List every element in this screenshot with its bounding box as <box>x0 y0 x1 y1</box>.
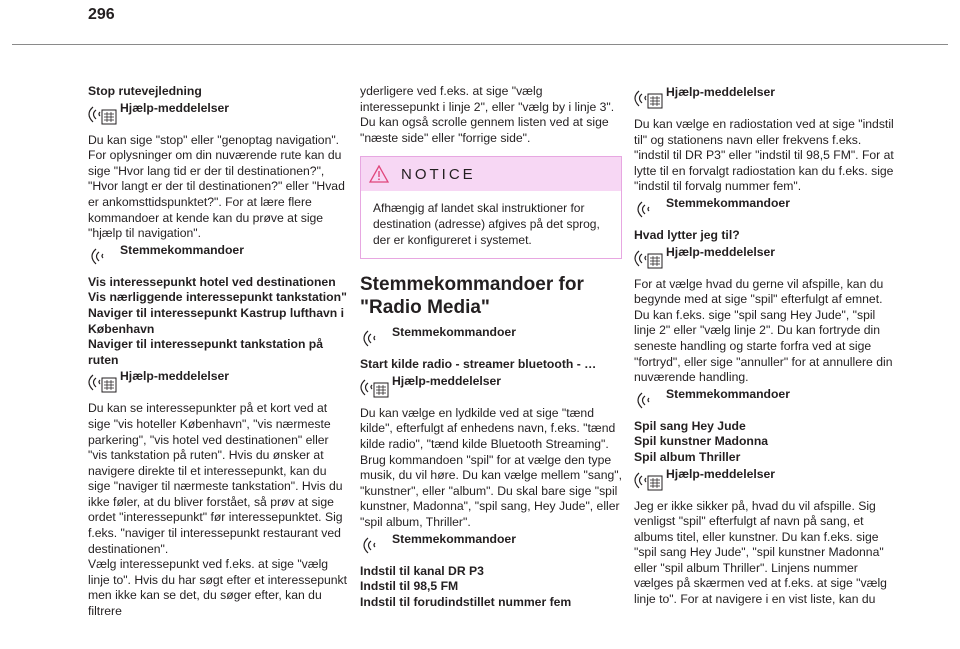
command-line: Indstil til 98,5 FM <box>360 579 459 594</box>
paragraph: Du kan vælge en lydkilde ved at sige "tænd kilde", efterfulgt af enhedens navn, f.eks. "tænd kilde radio", "tænd kilde Bluetooth Streaming". Brug kommandoen "spil" for at vælge den type musik, du vil høre. Du kan vælge mellem "sang", "kunstner", eller "album". Du skal bare sige "spil kunstner, Madonna", "spil sang, Hey Jude", eller "spil album, Thriller". <box>360 405 622 529</box>
speech-help-icon <box>634 245 664 271</box>
paragraph: Du kan sige "stop" eller "genoptag navigation". For oplysninger om din nuværende rute kan du sige "Hvor lang tid er der til destinationen?", "Hvor langt er der til destinationen?" eller "Hvad er ankomsttidspunktet?". For at lære flere kommandoer at kende kan du prøve at sige "hjælp til navigation". <box>88 132 345 241</box>
help-messages-label: Hjælp-meddelelser <box>88 369 350 395</box>
command-line: Naviger til interessepunkt Kastrup lufthavn i København <box>88 305 344 336</box>
speech-icon <box>634 196 664 222</box>
column-2 <box>360 84 622 610</box>
speech-icon <box>634 387 664 413</box>
section-title: Stemmekommandoer for "Radio Media" <box>360 274 584 319</box>
paragraph: For at vælge hvad du gerne vil afspille, kan du begynde med at sige "spil" efterfulgt af emnet. Du kan f.eks. sige "spil sang Hey Jude", "spil linje 2" eller "vælg linje 2". Du kan fortryde din seneste handling og starte forfra ved at sige "fortryd", eller sige "annuller" for at annullere din nuværende handling. <box>634 276 893 385</box>
speech-help-icon <box>360 374 390 400</box>
help-messages-label: Hjælp-meddelelser <box>634 245 896 271</box>
speech-help-icon <box>634 85 664 111</box>
start-heading: Start kilde radio - streamer bluetooth - … <box>360 357 597 372</box>
voice-commands-label: Stemmekommandoer <box>634 387 896 413</box>
speech-help-icon <box>88 101 118 127</box>
header-rule <box>12 44 948 45</box>
speech-help-icon <box>88 369 118 395</box>
speech-icon <box>360 325 390 351</box>
command-line: Spil kunstner Madonna <box>634 434 769 449</box>
stop-heading: Stop rutevejledning <box>88 84 202 98</box>
command-line: Spil sang Hey Jude <box>634 418 746 433</box>
column-1 <box>88 84 350 620</box>
paragraph: Vælg interessepunkt ved f.eks. at sige "vælg linje to". Hvis du har søgt efter et interessepunkt men ikke kan se det, du søger efter, kan du filtrere <box>88 557 348 619</box>
command-line: Naviger til interessepunkt tankstation på ruten <box>88 337 324 367</box>
speech-icon <box>360 532 390 558</box>
paragraph: Du kan vælge en radiostation ved at sige "indstil til" og stationens navn eller frekvens f.eks. "indstil til DR P3" eller "indstil til 98,5 FM". For at lytte til en forvalgt radiostation kan du f.eks. sige "indstil til forvalg nummer fem". <box>634 117 894 194</box>
column-3 <box>634 84 896 608</box>
paragraph: yderligere ved f.eks. at sige "vælg interessepunkt i linje 2", eller "vælg by i linje 3". Du kan også scrolle gennem listen ved at sige "næste side" eller "forrige side". <box>360 84 615 145</box>
voice-commands-label: Stemmekommandoer <box>634 196 896 222</box>
help-messages-label: Hjælp-meddelelser <box>360 374 622 400</box>
command-line: Indstil til forudindstillet nummer fem <box>360 594 572 609</box>
command-line: Vis nærliggende interessepunkt tankstation" <box>88 290 347 305</box>
page-number: 296 <box>88 6 115 23</box>
command-line: Indstil til kanal DR P3 <box>360 563 484 578</box>
notice-box <box>360 156 622 259</box>
what-heading: Hvad lytter jeg til? <box>634 227 740 242</box>
speech-icon <box>88 243 118 269</box>
help-messages-label: Hjælp-meddelelser <box>634 467 896 493</box>
paragraph: Du kan se interessepunkter på et kort ved at sige "vis hoteller København", "vis nærmeste parkering", "vis hotel ved destinationen" eller "vis tankstation på ruten". Hvis du ønsker at navigere direkte til et interessepunkt, kan du sige "naviger til nærmeste tankstation". Hvis du ikke føler, at du bliver forstået, så prøv at sige ordet "interessepunkt" før interessepunktet. Sig f.eks. "naviger til interessepunkt restaurant ved destinationen". <box>88 401 343 556</box>
notice-header <box>361 157 621 191</box>
voice-commands-label: Stemmekommandoer <box>360 325 622 351</box>
help-messages-label: Hjælp-meddelelser <box>88 101 350 127</box>
voice-commands-label: Stemmekommandoer <box>360 532 622 558</box>
voice-commands-label: Stemmekommandoer <box>88 243 350 269</box>
command-line: Spil album Thriller <box>634 449 741 464</box>
command-line: Vis interessepunkt hotel ved destinationen <box>88 274 336 289</box>
notice-title: NOTICE <box>401 165 476 183</box>
help-messages-label: Hjælp-meddelelser <box>634 85 896 111</box>
notice-text: Afhængig af landet skal instruktioner for destination (adresse) afgives på det sprog, der er konfigureret i systemet. <box>373 201 600 247</box>
warning-icon <box>369 165 389 183</box>
speech-help-icon <box>634 467 664 493</box>
paragraph: Jeg er ikke sikker på, hvad du vil afspille. Sig venligst "spil" efterfulgt af navn på sang, et albums titel, eller kunstner. Du kan f.eks. sige "spil sang Hey Jude", "spil kunstner Madonna" eller "spil album Thriller". Linjens nummer vælges på skærmen ved at f.eks. at sige "vælg linje to". For at navigere i en vist liste, kan du <box>634 498 887 607</box>
